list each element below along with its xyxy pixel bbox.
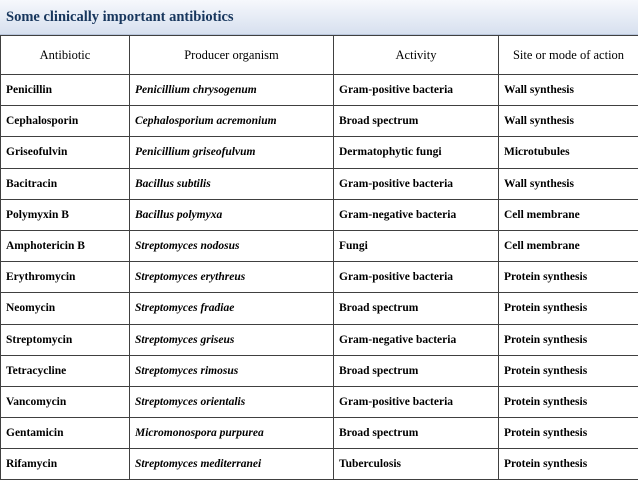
producer-organism-cell: Streptomyces orientalis — [130, 386, 334, 417]
site-of-action-cell: Wall synthesis — [499, 75, 638, 106]
activity-cell: Gram-positive bacteria — [334, 168, 499, 199]
slide-title: Some clinically important antibiotics — [6, 9, 234, 26]
table-row — [1, 262, 638, 293]
site-of-action-cell: Protein synthesis — [499, 324, 638, 355]
antibiotic-cell: Streptomycin — [1, 324, 130, 355]
table-row — [1, 106, 638, 137]
activity-cell: Gram-positive bacteria — [334, 75, 499, 106]
table-row — [1, 230, 638, 261]
producer-organism-cell: Streptomyces erythreus — [130, 262, 334, 293]
site-of-action-cell: Protein synthesis — [499, 449, 638, 480]
activity-cell: Tuberculosis — [334, 449, 499, 480]
site-of-action-cell: Protein synthesis — [499, 386, 638, 417]
site-of-action-cell: Cell membrane — [499, 230, 638, 261]
table-row — [1, 75, 638, 106]
producer-organism-cell: Bacillus polymyxa — [130, 199, 334, 230]
table-row — [1, 386, 638, 417]
producer-organism-cell: Cephalosporium acremonium — [130, 106, 334, 137]
activity-cell: Broad spectrum — [334, 355, 499, 386]
activity-cell: Broad spectrum — [334, 106, 499, 137]
table-row — [1, 449, 638, 480]
table-header-row — [1, 36, 638, 75]
site-of-action-cell: Cell membrane — [499, 199, 638, 230]
producer-organism-cell: Streptomyces nodosus — [130, 230, 334, 261]
site-of-action-cell: Wall synthesis — [499, 168, 638, 199]
activity-cell: Fungi — [334, 230, 499, 261]
antibiotic-cell: Griseofulvin — [1, 137, 130, 168]
table-body — [1, 75, 638, 480]
antibiotic-cell: Erythromycin — [1, 262, 130, 293]
antibiotic-cell: Vancomycin — [1, 386, 130, 417]
site-of-action-cell: Protein synthesis — [499, 293, 638, 324]
antibiotic-cell: Bacitracin — [1, 168, 130, 199]
antibiotic-cell: Amphotericin B — [1, 230, 130, 261]
table-row — [1, 293, 638, 324]
header-activity: Activity — [334, 36, 499, 75]
activity-cell: Broad spectrum — [334, 293, 499, 324]
producer-organism-cell: Bacillus subtilis — [130, 168, 334, 199]
activity-cell: Broad spectrum — [334, 418, 499, 449]
producer-organism-cell: Streptomyces mediterranei — [130, 449, 334, 480]
activity-cell: Gram-negative bacteria — [334, 324, 499, 355]
title-band — [0, 0, 638, 35]
table-row — [1, 137, 638, 168]
table-row — [1, 199, 638, 230]
table-row — [1, 168, 638, 199]
site-of-action-cell: Wall synthesis — [499, 106, 638, 137]
header-antibiotic: Antibiotic — [1, 36, 130, 75]
antibiotic-cell: Polymyxin B — [1, 199, 130, 230]
header-site-or-mode: Site or mode of action — [499, 36, 638, 75]
producer-organism-cell: Penicillium griseofulvum — [130, 137, 334, 168]
antibiotic-cell: Tetracycline — [1, 355, 130, 386]
antibiotic-cell: Penicillin — [1, 75, 130, 106]
site-of-action-cell: Protein synthesis — [499, 418, 638, 449]
activity-cell: Dermatophytic fungi — [334, 137, 499, 168]
table-row — [1, 324, 638, 355]
site-of-action-cell: Microtubules — [499, 137, 638, 168]
antibiotic-cell: Cephalosporin — [1, 106, 130, 137]
table-row — [1, 355, 638, 386]
producer-organism-cell: Streptomyces griseus — [130, 324, 334, 355]
activity-cell: Gram-negative bacteria — [334, 199, 499, 230]
table-row — [1, 418, 638, 449]
antibiotic-cell: Neomycin — [1, 293, 130, 324]
site-of-action-cell: Protein synthesis — [499, 355, 638, 386]
activity-cell: Gram-positive bacteria — [334, 262, 499, 293]
antibiotic-cell: Rifamycin — [1, 449, 130, 480]
antibiotic-cell: Gentamicin — [1, 418, 130, 449]
producer-organism-cell: Streptomyces rimosus — [130, 355, 334, 386]
activity-cell: Gram-positive bacteria — [334, 386, 499, 417]
site-of-action-cell: Protein synthesis — [499, 262, 638, 293]
producer-organism-cell: Micromonospora purpurea — [130, 418, 334, 449]
antibiotics-table — [0, 35, 638, 480]
header-producer-organism: Producer organism — [130, 36, 334, 75]
producer-organism-cell: Penicillium chrysogenum — [130, 75, 334, 106]
producer-organism-cell: Streptomyces fradiae — [130, 293, 334, 324]
